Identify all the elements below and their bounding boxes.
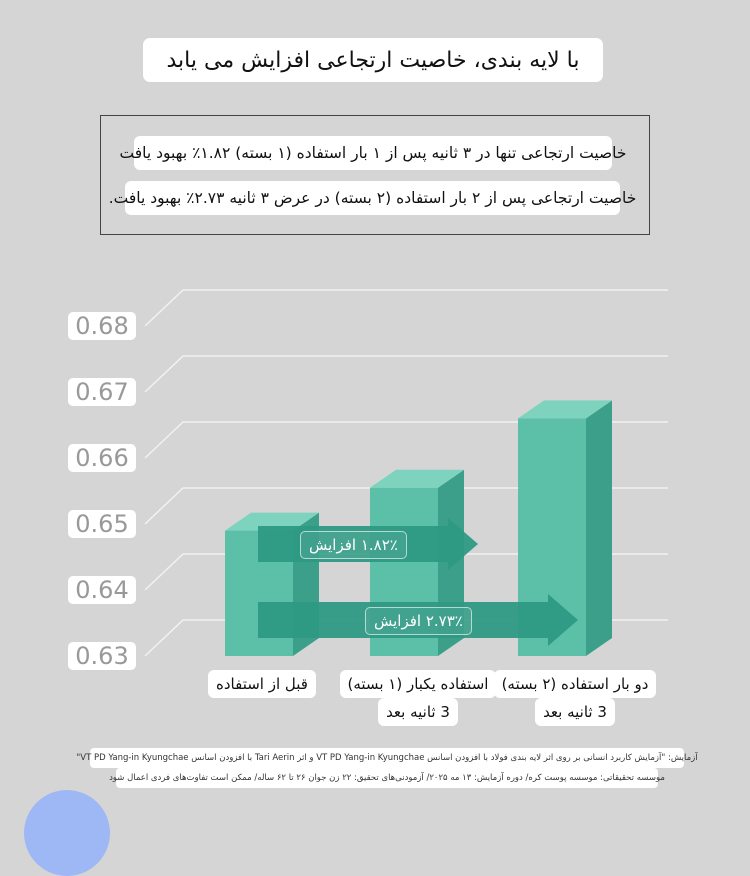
decorative-circle	[24, 790, 110, 876]
category-label: قبل از استفاده	[208, 670, 316, 698]
arrow-label: ۲.۷۳٪ افزایش	[365, 607, 472, 635]
y-tick-label: 0.67	[68, 378, 136, 406]
bar-side	[586, 400, 612, 656]
footnote-1: آزمایش: "آزمایش کاربرد انسانی بر روی اثر لایه بندی فولاد با افزودن اسانس VT PD Yang-in Kyungchae و اثر Tari Aerin با افزودن اسانس VT PD Yang-in Kyungchae"	[90, 748, 684, 768]
grid-line	[145, 422, 183, 458]
y-tick-label: 0.65	[68, 510, 136, 538]
info-line-2: خاصیت ارتجاعی پس از ۲ بار استفاده (۲ بسته) در عرض ۳ ثانیه ۲.۷۳٪ بهبود یافت.	[125, 181, 620, 215]
category-label: دو بار استفاده (۲ بسته)	[494, 670, 657, 698]
grid-line	[145, 620, 183, 656]
info-line-1: خاصیت ارتجاعی تنها در ۳ ثانیه پس از ۱ بار استفاده (۱ بسته) ۱.۸۲٪ بهبود یافت	[134, 136, 612, 170]
grid-line	[145, 488, 183, 524]
grid-line	[145, 290, 183, 326]
page-title: با لایه بندی، خاصیت ارتجاعی افزایش می یابد	[143, 38, 603, 82]
y-tick-label: 0.64	[68, 576, 136, 604]
category-label: 3 ثانیه بعد	[535, 698, 615, 726]
y-tick-label: 0.68	[68, 312, 136, 340]
footnote-2: موسسه تحقیقاتی: موسسه پوست کره/ دوره آزمایش: ۱۳ مه ۲۰۲۵/ آزمودنی‌های تحقیق: ۲۲ زن جوان ۲۶ تا ۶۲ ساله/ ممکن است تفاوت‌های فردی اعمال شود	[116, 768, 658, 788]
arrow-label: ۱.۸۲٪ افزایش	[300, 531, 407, 559]
category-label: استفاده یکبار (۱ بسته)	[340, 670, 497, 698]
grid-line	[145, 356, 183, 392]
grid-line	[145, 554, 183, 590]
y-tick-label: 0.66	[68, 444, 136, 472]
category-label: 3 ثانیه بعد	[378, 698, 458, 726]
y-tick-label: 0.63	[68, 642, 136, 670]
